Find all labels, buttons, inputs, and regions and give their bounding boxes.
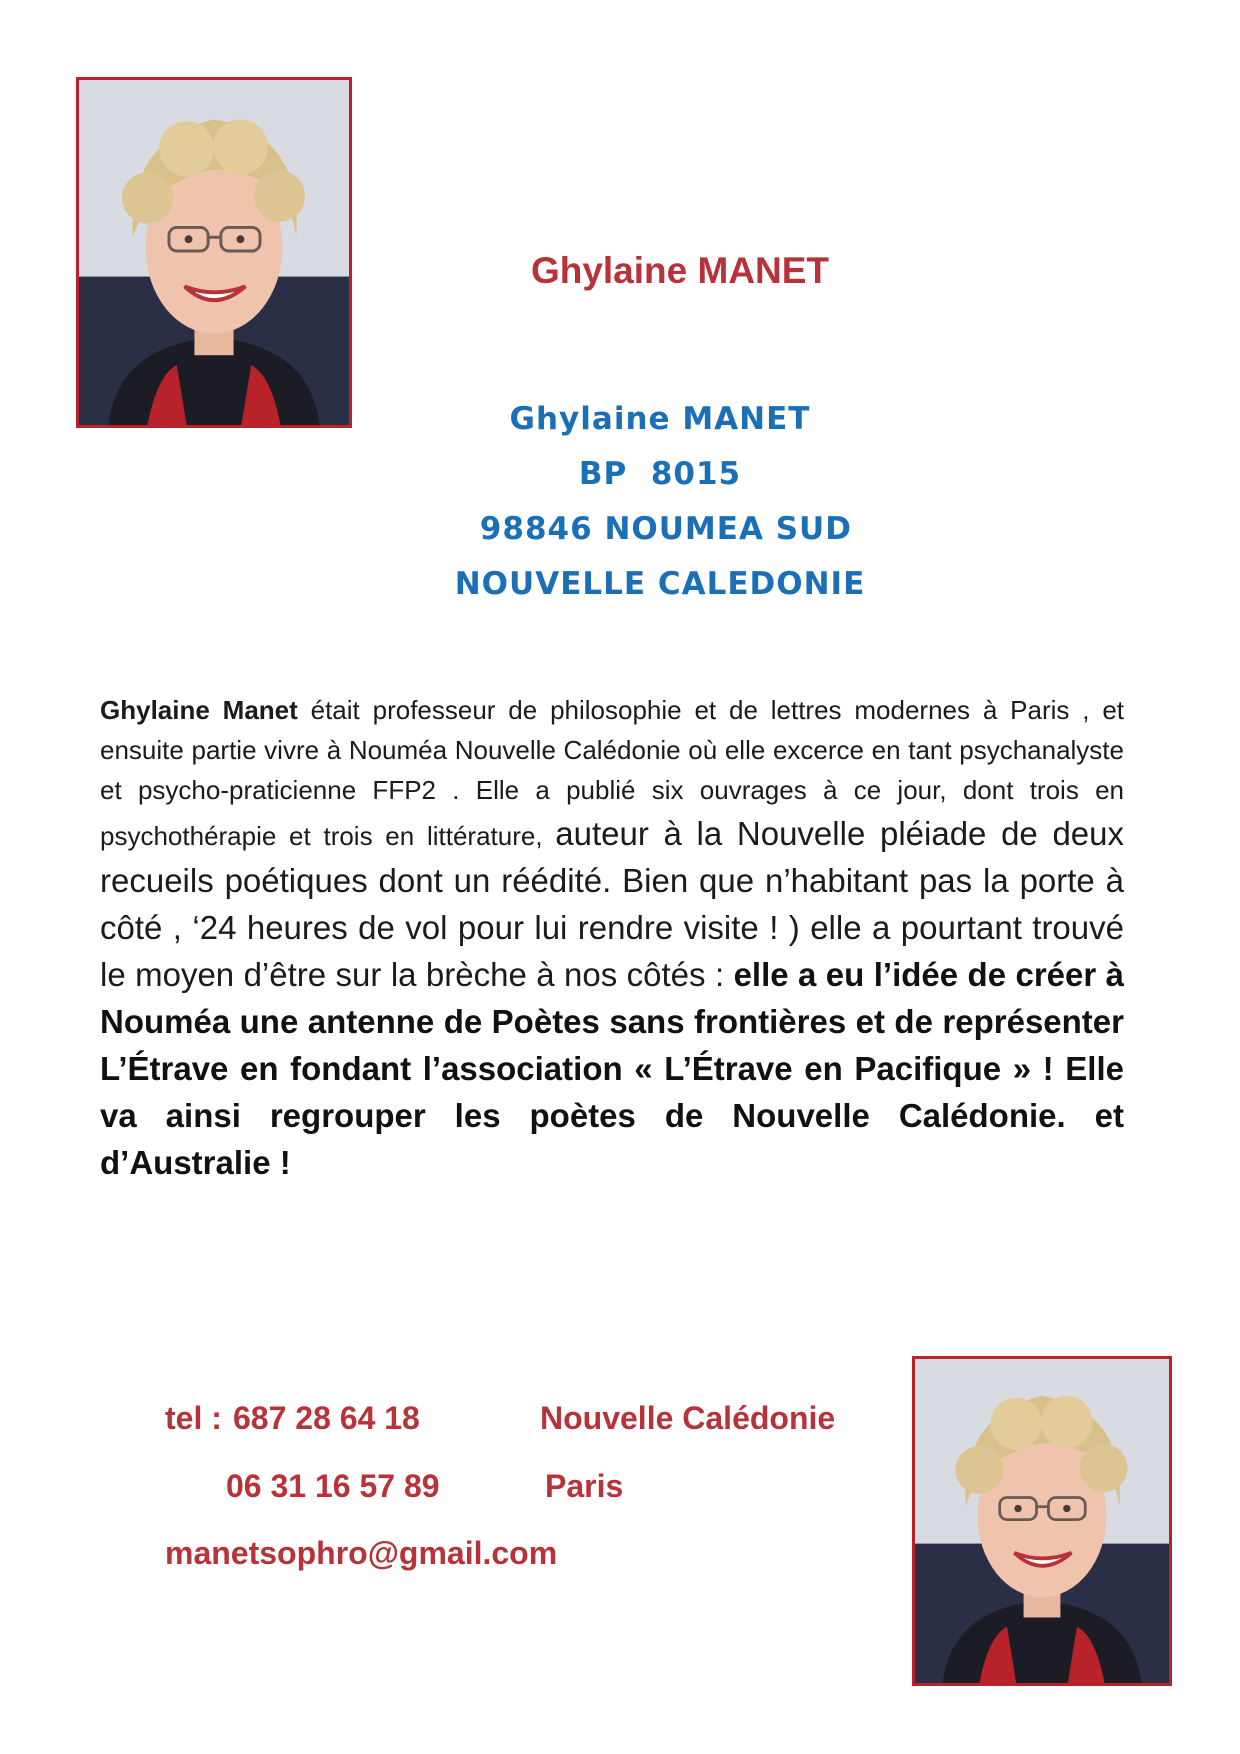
portrait-photo-bottom xyxy=(912,1356,1172,1686)
portrait-illustration-small xyxy=(915,1359,1169,1683)
bio-text-intro: était professeur de philosophie et de lettres modernes à Paris , et ensuite partie vivre à Nouméa Nouvelle Calédonie où elle excerce en tant psychanalyste et psycho-praticienne FFP2 . Elle a publié six ouvrages à ce jour, dont trois en psychothérapie et trois en littérature, xyxy=(100,695,1124,851)
postal-address xyxy=(380,392,940,612)
address-line-po-box: BP 8015 xyxy=(578,456,742,492)
phone-number-nc[interactable]: 687 28 64 18 xyxy=(233,1400,420,1436)
bio-text-highlight: elle a eu l’idée de créer à Nouméa une antenne de Poètes sans frontières et de représenter L’Étrave en fondant l’association « L’Étrave en Pacifique » ! Elle va ainsi regrouper les poètes de Nouvelle Calédonie. et d’Australie ! xyxy=(100,956,1124,1181)
bio-name: Ghylaine Manet xyxy=(100,695,298,725)
address-line-country: NOUVELLE CALEDONIE xyxy=(454,566,866,602)
biography-paragraph xyxy=(100,690,1124,1186)
phone-number-paris[interactable]: 06 31 16 57 89 xyxy=(226,1468,440,1504)
address-line-city: 98846 NOUMEA SUD xyxy=(468,511,852,547)
phone-place-paris: Paris xyxy=(545,1468,624,1504)
email-link[interactable]: manetsophro@gmail.com xyxy=(165,1535,558,1571)
address-line-name: Ghylaine MANET xyxy=(509,401,811,437)
phone-place-nc: Nouvelle Calédonie xyxy=(540,1400,836,1436)
bio-text-middle: auteur à la Nouvelle pléiade de deux recueils poétiques dont un réédité. Bien que n’habitant pas la porte à côté , ‘24 heures de vol pour lui rendre visite ! ) elle a pourtant trouvé le moyen d’être sur la brèche à nos côtés : xyxy=(100,815,1124,993)
tel-label: tel : xyxy=(165,1400,222,1436)
page-title: Ghylaine MANET xyxy=(530,250,830,291)
